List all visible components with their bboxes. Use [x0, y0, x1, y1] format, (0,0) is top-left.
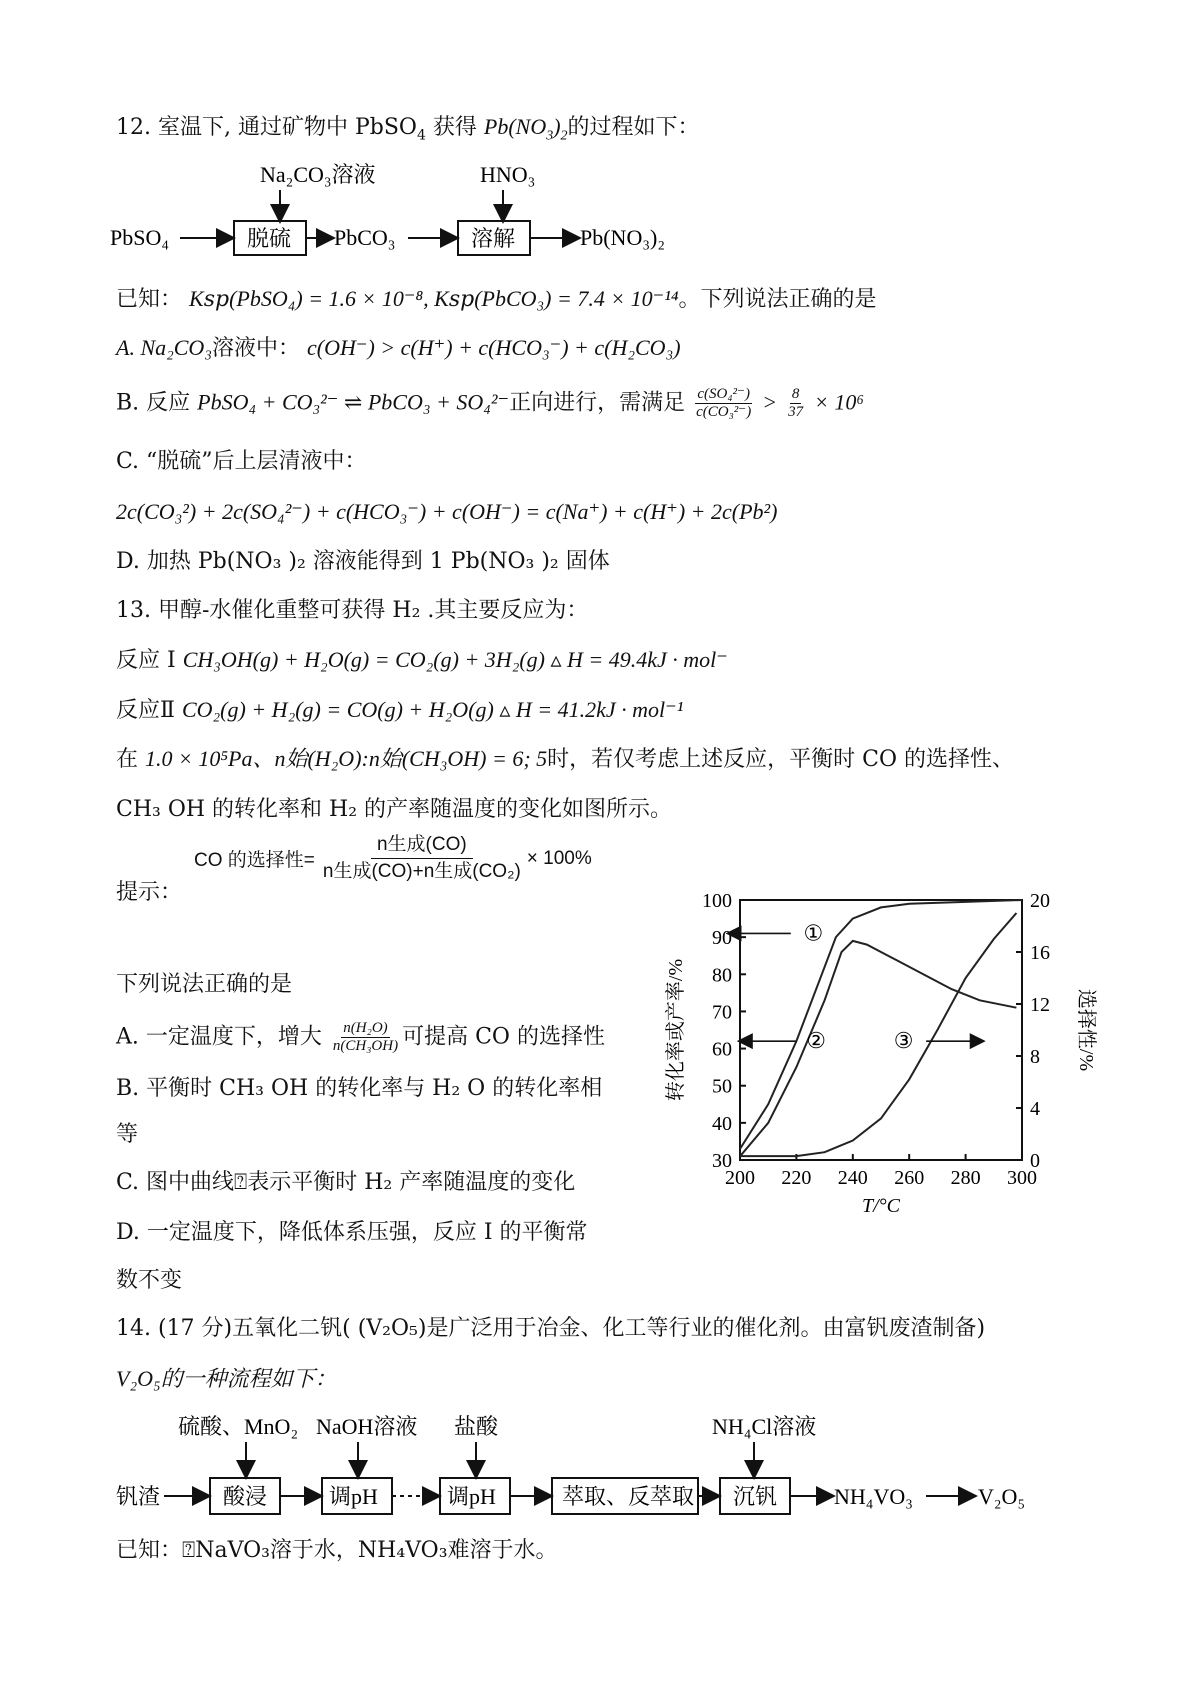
x-tick-label-4: 280 [950, 1167, 981, 1189]
q12-flow-diagram [110, 160, 730, 270]
q12-option-a [116, 333, 681, 364]
q12-stem-formula: Pb(NO [483, 114, 547, 139]
series-label-3: ③ [893, 1028, 914, 1054]
y-tick-label-4: 70 [712, 1001, 732, 1024]
q12-option-c-label: C. “脱硫”后上层清液中： [116, 449, 367, 474]
q12-option-a-equation: c(OH⁻) > c(H⁺) + c(HCO₃⁻) + c(H₂CO₃) [307, 335, 681, 360]
q13-option-a-frac-den: n(CH₃OH) [332, 1038, 399, 1054]
y-tick-label-3: 60 [712, 1038, 732, 1061]
q13-condition [116, 744, 1014, 775]
q12-stem-sub: 4 [416, 127, 426, 144]
q13-option-a-frac-num: n(H₂O) [343, 1020, 388, 1036]
q13-option-a-prefix: A. 一定温度下，增大 [116, 1024, 322, 1050]
q14-flow-reagent2: NaOH溶液 [316, 1414, 418, 1439]
q14-flow-box3-label: 调pH [447, 1484, 496, 1509]
y-tick-label-0: 30 [712, 1150, 732, 1172]
q13-condition-prefix: 在 [116, 747, 139, 772]
q12-flow-mid: PbCO₃ [334, 225, 396, 250]
q14-flow-reagent1: 硫酸、MnO₂ [178, 1414, 299, 1439]
y-tick-label-5: 80 [712, 964, 732, 987]
q14-flow-product2: V₂O₅ [978, 1484, 1026, 1509]
y2-tick-label-4: 16 [1030, 942, 1050, 964]
q13-reaction-1 [116, 645, 728, 676]
y2-tick-label-1: 4 [1030, 1098, 1040, 1120]
q13-reaction-2-label: 反应Ⅱ [116, 698, 175, 723]
q12-option-b-frac2-den: 37 [788, 404, 804, 420]
q12-stem-prefix: 12. 室温下, 通过矿物中 PbSO [116, 115, 417, 140]
q13-hint-fraction [323, 832, 521, 885]
q14-flow-reagent3: 盐酸 [454, 1414, 499, 1439]
q13-option-a-suffix: 可提高 CO 的选择性 [402, 1024, 605, 1050]
chart-frame [740, 900, 1022, 1160]
q14-flow-box5-label: 沉钒 [733, 1484, 778, 1509]
q12-known [116, 284, 877, 315]
q12-known-suffix: 。下列说法正确的是 [678, 287, 877, 312]
y-axis-label: 转化率或产率/% [665, 958, 687, 1102]
q13-option-b-line2: 等 [116, 1122, 139, 1147]
q14-flow-diagram [116, 1410, 1076, 1520]
q12-option-d: D. 加热 Pb(NO₃ )₂ 溶液能得到 1 Pb(NO₃ )₂ 固体 [116, 549, 610, 574]
q14-flow-box2-label: 调pH [329, 1484, 378, 1509]
q12-stem-formula-end: ) [553, 114, 561, 139]
q12-option-b-fraction2 [786, 386, 805, 421]
series-label-1: ① [803, 920, 824, 946]
q13-option-a [116, 1020, 605, 1055]
q14-known: 已知：⍰NaVO₃溶于水，NH₄VO₃难溶于水。 [116, 1538, 558, 1563]
q12-stem-formula-sub: 3 [546, 128, 554, 144]
x-tick-label-3: 260 [894, 1167, 925, 1189]
q12-flow-reagent2: HNO₃ [480, 162, 536, 187]
q12-option-c-equation: 2c(CO₃²) + 2c(SO₄²⁻) + c(HCO₃⁻) + c(OH⁻) = c(Na⁺) + c(H⁺) + 2c(Pb²) [116, 499, 778, 524]
q13-hint-label: 提示： [116, 880, 183, 905]
q12-flow-box2-label: 溶解 [471, 226, 516, 251]
q13-reaction-1-label: 反应 I [116, 648, 176, 673]
q13-condition-line2: CH₃ OH 的转化率和 H₂ 的产率随温度的变化如图所示。 [116, 797, 673, 822]
q13-hint-formula [194, 832, 592, 885]
q14-flow-box1-label: 酸浸 [223, 1484, 268, 1509]
q13-reaction-1-equation: CH₃OH(g) + H₂O(g) = CO₂(g) + 3H₂(g) ▵ H = 49.4kJ · mol⁻ [182, 647, 728, 672]
q12-known-label: 已知： [116, 287, 183, 312]
q13-hint-numerator: n生成(CO) [371, 832, 473, 859]
series-line-1 [740, 900, 1022, 1149]
q14-stem-line1: 14. (17 分)五氧化二钒( (V₂O₅)是广泛用于冶金、化工等行业的催化剂。由富钒废渣制备) [116, 1316, 986, 1341]
q14-flow-reagent4: NH₄Cl溶液 [712, 1414, 817, 1439]
q12-option-b-gt: > [762, 389, 778, 415]
y-tick-label-7: 100 [702, 890, 732, 912]
q12-flow-start: PbSO₄ [110, 225, 170, 250]
q13-reaction-2 [116, 695, 683, 726]
q12-stem [116, 112, 700, 151]
series-line-2 [740, 941, 1016, 1156]
q14-flow-product1: NH₄VO₃ [834, 1484, 913, 1509]
q12-known-equation: K𝑠𝑝(PbSO₄) = 1.6 × 10⁻⁸, K𝑠𝑝(PbCO₃) = 7.4 × 10⁻¹⁴ [189, 286, 679, 311]
q12-option-b-text: 正向进行，需满足 [509, 390, 686, 416]
x-tick-label-0: 200 [725, 1167, 755, 1189]
q14-stem-line2: V₂O₅的一种流程如下： [116, 1366, 337, 1391]
y2-tick-label-2: 8 [1030, 1046, 1040, 1068]
y2-tick-label-0: 0 [1030, 1150, 1040, 1172]
q12-option-b-frac2-num: 8 [791, 386, 800, 402]
q13-hint-lhs: CO 的选择性= [194, 850, 315, 871]
q13-hint-tail: × 100% [526, 847, 592, 869]
q13-stem: 13. 甲醇-水催化重整可获得 H₂ .其主要反应为： [116, 598, 589, 623]
q12-flow-end: Pb(NO₃)₂ [580, 225, 666, 250]
q12-option-b [116, 386, 864, 421]
y-tick-label-1: 40 [712, 1112, 732, 1135]
q13-option-d-line2: 数不变 [116, 1268, 183, 1293]
q12-stem-suffix: 的过程如下： [567, 115, 700, 140]
q13-option-c: C. 图中曲线⍰表示平衡时 H₂ 产率随温度的变化 [116, 1170, 576, 1195]
y-tick-label-2: 50 [712, 1075, 732, 1098]
q13-option-a-fraction [331, 1020, 400, 1055]
q13-question: 下列说法正确的是 [116, 972, 293, 997]
q12-option-b-frac-den: c(CO₃²⁻) [696, 404, 752, 420]
q14-flow-box4-label: 萃取、反萃取 [562, 1484, 695, 1509]
y-tick-label-6: 90 [712, 927, 732, 950]
q14-flow-start: 钒渣 [116, 1484, 161, 1509]
q12-option-a-label: A. Na₂CO₃ [116, 335, 212, 360]
y2-tick-label-5: 20 [1030, 890, 1050, 912]
x-axis-label: T/°C [861, 1195, 901, 1217]
q12-flow-reagent1: Na₂CO₃溶液 [260, 162, 376, 187]
q13-condition-suffix: 时，若仅考虑上述反应，平衡时 CO 的选择性、 [547, 747, 1015, 772]
q13-chart [660, 880, 1130, 1220]
q13-hint-denominator: n生成(CO)+n生成(CO₂) [322, 861, 521, 882]
q12-stem-mid: 获得 [425, 115, 484, 140]
q13-option-d-line1: D. 一定温度下，降低体系压强，反应 I 的平衡常 [116, 1220, 588, 1245]
y2-axis-label: 选择性/% [1075, 988, 1097, 1072]
q12-stem-formula-sub2: 2 [560, 128, 568, 144]
q12-option-a-text: 溶液中： [211, 336, 300, 361]
q13-condition-equation: 1.0 × 10⁵Pa、n始(H₂O):n始(CH₃OH) = 6; 5 [145, 746, 548, 771]
x-tick-label-2: 240 [837, 1167, 868, 1189]
series-label-2: ② [806, 1028, 827, 1054]
q13-reaction-2-equation: CO₂(g) + H₂(g) = CO(g) + H₂O(g) ▵ H = 41.2kJ · mol⁻¹ [181, 697, 684, 722]
x-tick-label-1: 220 [781, 1167, 812, 1189]
q12-flow-box1-label: 脱硫 [247, 226, 292, 251]
x-tick-label-5: 300 [1007, 1167, 1037, 1189]
q12-option-b-tail: × 10⁶ [814, 389, 865, 415]
q12-option-b-fraction [694, 386, 753, 421]
q13-option-b-line1: B. 平衡时 CH₃ OH 的转化率与 H₂ O 的转化率相 [116, 1076, 603, 1101]
q12-option-b-frac-num: c(SO₄²⁻) [697, 386, 750, 402]
y2-tick-label-3: 12 [1030, 994, 1050, 1016]
q12-option-b-equation: PbSO₄ + CO₃²⁻ ⇌ PbCO₃ + SO₄²⁻ [197, 389, 510, 415]
q12-option-b-label: B. 反应 [116, 390, 191, 416]
